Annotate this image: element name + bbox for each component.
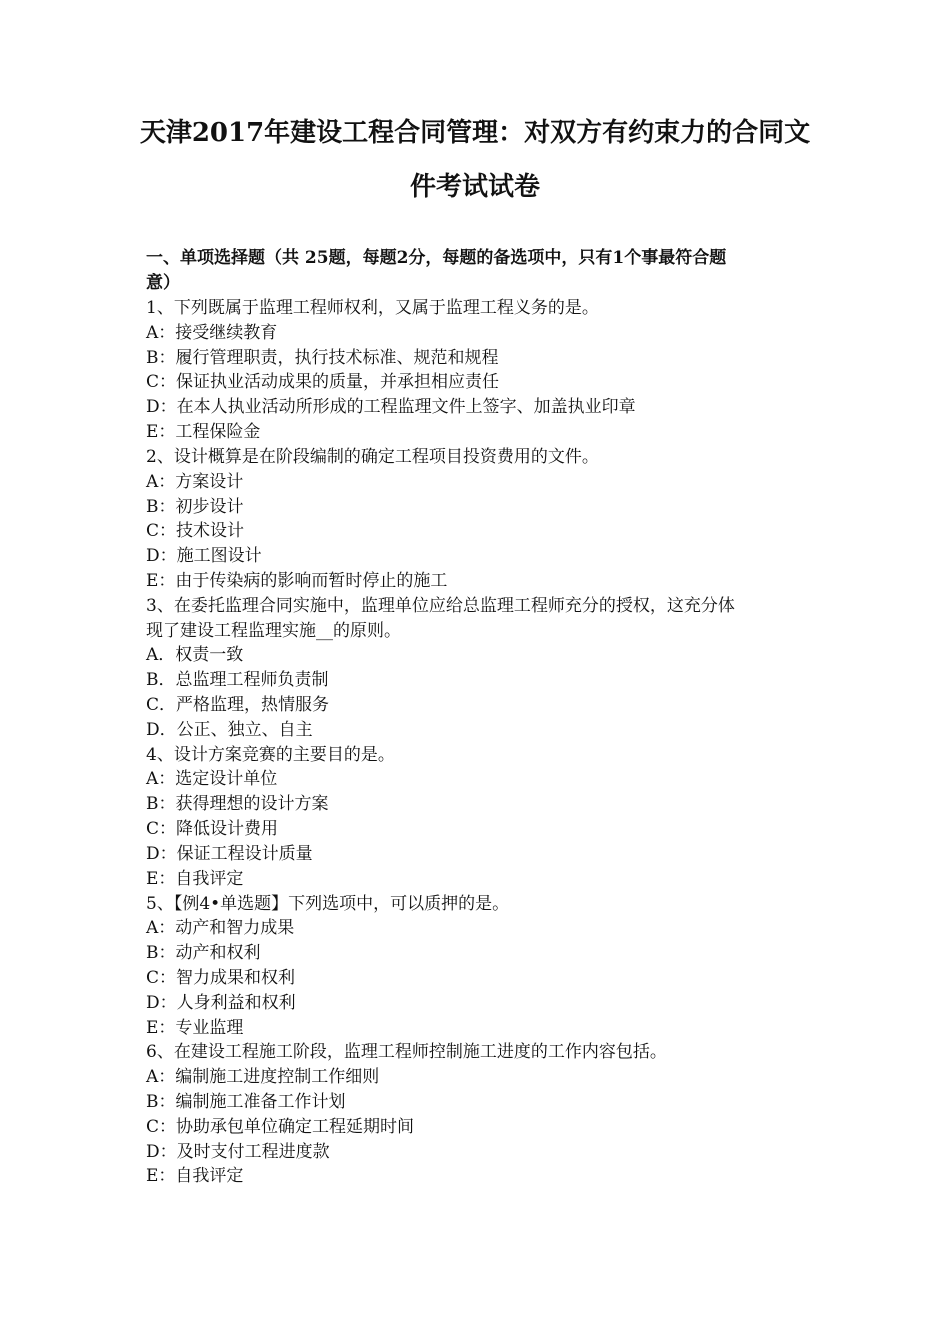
question-6-option-c: C：协助承包单位确定工程延期时间 bbox=[146, 1116, 415, 1137]
question-4: 4、设计方案竞赛的主要目的是。 bbox=[146, 744, 395, 765]
question-2-option-d: D：施工图设计 bbox=[146, 546, 262, 567]
question-3-option-b: B．总监理工程师负责制 bbox=[146, 670, 329, 691]
question-3-option-a: A．权责一致 bbox=[146, 645, 244, 666]
question-3-line-1: 3、在委托监理合同实施中，监理单位应给总监理工程师充分的授权，这充分体 bbox=[146, 595, 735, 616]
question-4-option-e: E：自我评定 bbox=[146, 868, 244, 889]
question-2: 2、设计概算是在阶段编制的确定工程项目投资费用的文件。 bbox=[146, 446, 599, 467]
question-2-option-e: E：由于传染病的影响而暂时停止的施工 bbox=[146, 570, 448, 591]
question-6: 6、在建设工程施工阶段，监理工程师控制施工进度的工作内容包括。 bbox=[146, 1042, 667, 1063]
question-3-option-c: C．严格监理，热情服务 bbox=[146, 695, 330, 715]
question-2-option-c: C：技术设计 bbox=[146, 521, 245, 542]
question-6-option-b: B：编制施工准备工作计划 bbox=[146, 1092, 346, 1112]
question-5-option-c: C：智力成果和权利 bbox=[146, 967, 296, 988]
section-heading-line-1: 一、单项选择题（共 25题，每题2分，每题的备选项中，只有1个事最符合题 bbox=[146, 248, 727, 268]
question-1: 1、下列既属于监理工程师权利，又属于监理工程义务的是。 bbox=[146, 298, 599, 318]
question-3-option-d: D．公正、独立、自主 bbox=[146, 719, 313, 740]
question-list bbox=[146, 296, 816, 1189]
question-1-option-c: C：保证执业活动成果的质量，并承担相应责任 bbox=[146, 372, 500, 393]
question-4-option-a: A：选定设计单位 bbox=[146, 769, 278, 790]
question-2-option-a: A：方案设计 bbox=[146, 471, 244, 492]
question-5: 5、【例4•单选题】下列选项中，可以质押的是。 bbox=[146, 893, 510, 914]
question-6-option-e: E：自我评定 bbox=[146, 1166, 244, 1187]
question-3-line-2: 现了建设工程监理实施__的原则。 bbox=[146, 620, 401, 641]
question-5-option-e: E：专业监理 bbox=[146, 1017, 244, 1038]
question-1-option-d: D：在本人执业活动所形成的工程监理文件上签字、加盖执业印章 bbox=[146, 397, 636, 418]
question-4-option-b: B：获得理想的设计方案 bbox=[146, 794, 329, 815]
question-1-option-a: A：接受继续教育 bbox=[146, 322, 278, 343]
section-heading bbox=[146, 246, 816, 296]
question-1-option-e: E：工程保险金 bbox=[146, 422, 261, 443]
document-title-line-2: 件考试试卷 bbox=[409, 172, 540, 202]
question-5-option-b: B：动产和权利 bbox=[146, 943, 261, 964]
question-4-option-d: D：保证工程设计质量 bbox=[146, 843, 313, 864]
question-5-option-d: D：人身利益和权利 bbox=[146, 992, 296, 1013]
document-title-line-1: 天津2017年建设工程合同管理：对双方有约束力的合同文 bbox=[139, 118, 811, 148]
section-heading-line-2: 意） bbox=[146, 272, 180, 293]
question-6-option-d: D：及时支付工程进度款 bbox=[146, 1141, 330, 1162]
question-4-option-c: C：降低设计费用 bbox=[146, 819, 279, 840]
question-5-option-a: A：动产和智力成果 bbox=[146, 918, 295, 939]
question-6-option-a: A：编制施工进度控制工作细则 bbox=[146, 1067, 380, 1088]
question-2-option-b: B：初步设计 bbox=[146, 496, 244, 517]
question-1-option-b: B：履行管理职责，执行技术标准、规范和规程 bbox=[146, 347, 499, 368]
